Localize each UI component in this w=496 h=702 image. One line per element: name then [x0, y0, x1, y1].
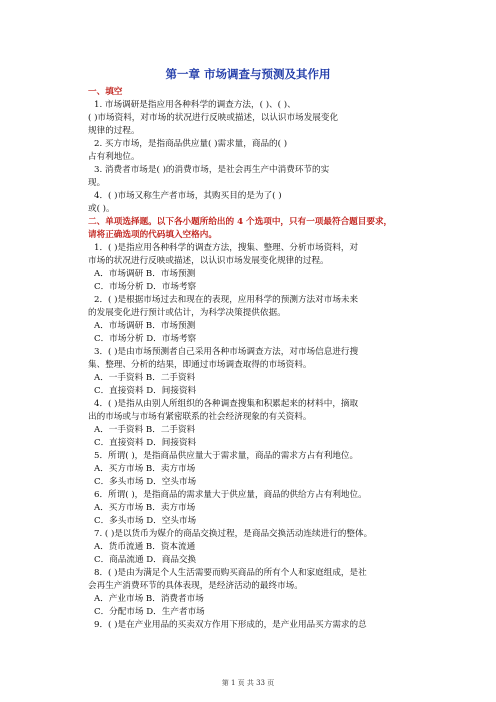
section2-heading-cont: 请将正确选项的代码填入空格内。 [88, 230, 217, 240]
question-line: 2．( )是根据市场过去和现在的表现，应用科学的预测方法对市场未来 [94, 295, 359, 305]
question-line: 9．( )是在产业用品的买卖双方作用下形成的，是产业用品买方需求的总 [94, 620, 367, 630]
option-line: A．产业市场 B．消费者市场 [94, 594, 204, 604]
option-line: C．直接资料 D．间接资料 [94, 386, 197, 396]
question-line: 市场的状况进行反映或描述，以认识市场发展变化规律的过程。 [88, 256, 329, 266]
question-line: 3．( )是由市场预测者自己采用各种市场调查方法，对市场信息进行搜 [94, 347, 359, 357]
question-line: 会再生产消费环节的具体表现，是经济活动的最终市场。 [88, 581, 303, 591]
option-line: A．市场调研 B．市场预测 [94, 321, 196, 331]
text-line: 1. 市场调研是指应用各种科学的调查方法，( )、( )、 [94, 100, 296, 110]
option-line: C．多头市场 D．空头市场 [94, 477, 197, 487]
option-line: C．市场分析 D．市场考察 [94, 334, 197, 344]
option-line: A．一手资料 B．二手资料 [94, 425, 196, 435]
option-line: A．买方市场 B．卖方市场 [94, 503, 196, 513]
text-line: ( )市场资料，对市场的状况进行反映或描述，以认识市场发展变化 [88, 113, 339, 123]
option-line: C．分配市场 D．生产者市场 [94, 607, 205, 617]
option-line: C．市场分析 D．市场考察 [94, 282, 197, 292]
question-line: 4．( )是指从由别人所组织的各种调查搜集和积累起来的材料中，摘取 [94, 399, 359, 409]
text-line: 现。 [88, 178, 106, 188]
text-line: 3. 消费者市场是( )的消费市场，是社会再生产中消费环节的实 [94, 165, 330, 175]
text-line: 规律的过程。 [88, 126, 140, 136]
option-line: C．商品流通 D．商品交换 [94, 555, 197, 565]
question-line: 6．所谓( )，是指商品的需求量大于供应量，商品的供给方占有利地位。 [94, 490, 367, 500]
question-line: 出的市场或与市场有紧密联系的社会经济现象的有关资料。 [88, 412, 312, 422]
section1-heading: 一、填空 [88, 87, 123, 97]
option-line: A．买方市场 B．卖方市场 [94, 464, 196, 474]
question-line: 5．所谓( )，是指商品供应量大于需求量，商品的需求方占有利地位。 [94, 451, 359, 461]
text-line: 2. 买方市场，是指商品供应量( )需求量，商品的( ) [94, 139, 288, 149]
question-line: 1．( )是指应用各种科学的调查方法，搜集、整理、分析市场资料，对 [94, 243, 359, 253]
question-line: 8．( )是由为满足个人生活需要而购买商品的所有个人和家庭组成，是社 [94, 568, 367, 578]
option-line: A．一手资料 B．二手资料 [94, 373, 196, 383]
question-line: 集、整理、分析的结果，即通过市场调查取得的市场资料。 [88, 360, 312, 370]
option-line: C．直接资料 D．间接资料 [94, 438, 197, 448]
page-footer: 第 1 页 共 33 页 [221, 679, 275, 687]
text-line: 4．( )市场又称生产者市场，其购买目的是为了( ) [94, 191, 282, 201]
option-line: A．市场调研 B．市场预测 [94, 269, 196, 279]
text-line: 或( )。 [88, 204, 115, 214]
question-line: 的发展变化进行预计或估计，为科学决策提供依据。 [88, 308, 286, 318]
text-line: 占有利地位。 [88, 152, 140, 162]
option-line: A．货币流通 B．资本流通 [94, 542, 196, 552]
question-line: 7. ( )是以货币为媒介的商品交换过程，是商品交换活动连续进行的整体。 [94, 529, 373, 539]
option-line: C．多头市场 D．空头市场 [94, 516, 197, 526]
section2-heading: 二、单项选择题。以下各小题所给出的 4 个选项中，只有一项最符合题目要求， [88, 217, 393, 227]
chapter-title: 第一章 市场调查与预测及其作用 [165, 67, 331, 81]
